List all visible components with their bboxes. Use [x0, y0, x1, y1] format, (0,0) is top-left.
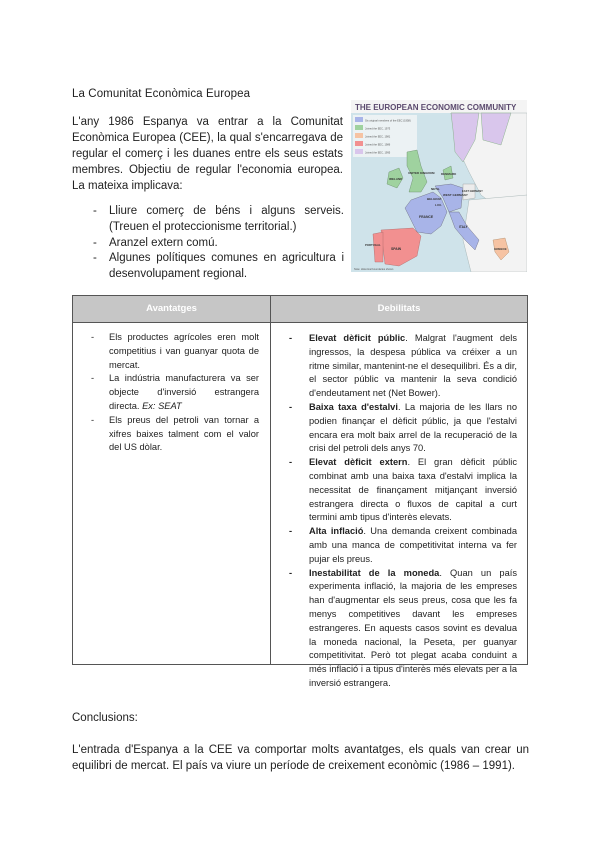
list-item: - Lliure comerç de béns i alguns serveis. (Treuen el proteccionisme territorial.): [93, 204, 344, 236]
legend-label: Joined the EEC, 1986: [365, 143, 391, 147]
legend-swatch: [355, 149, 363, 154]
map-label: EAST GERMANY: [462, 190, 483, 193]
table-header: [73, 296, 527, 323]
map-label: ITALY: [459, 225, 468, 229]
conclusions-heading: Conclusions:: [72, 712, 138, 724]
map-label: WEST GERMANY: [443, 193, 468, 197]
implications-list: [93, 204, 344, 283]
map-label: UNITED KINGDOM: [408, 171, 435, 175]
list-item: [109, 414, 259, 455]
weakness-text: . El gran dèficit públic combinat amb una baixa taxa d'estalvi implica la necessitat de finançament mitjançant inversió estrangera directa o fluxos de capital a curt termini amb tipus d'interès elevats.: [309, 457, 517, 523]
debilitats-cell: [271, 323, 527, 688]
map-label: BELGIUM: [427, 197, 441, 201]
list-item: [109, 372, 259, 413]
list-item: [109, 331, 259, 372]
legend-label: Joined the EEC, 1973: [365, 127, 391, 131]
weakness-text: . La majoria de les llars no podien finançar el dèficit públic, ja que l'estalvi encara era molt baix arrel de la recuperació de la crisi del petroli dels anys 70.: [309, 401, 517, 454]
legend-label: Six original members of the EEC (1958): [365, 119, 411, 123]
map-label: SPAIN: [391, 247, 402, 251]
advantage-text: Els productes agrícoles eren molt competitius i van guanyar quota de mercat.: [109, 332, 259, 370]
map-label: PORTUGAL: [365, 243, 381, 247]
page-title: La Comunitat Econòmica Europea: [72, 88, 251, 100]
weakness-title: Inestabilitat de la moneda: [309, 567, 440, 578]
weakness-title: Baixa taxa d'estalvi: [309, 401, 398, 412]
advantage-example: Ex: SEAT: [142, 400, 182, 411]
weakness-title: Elevat dèficit extern: [309, 457, 408, 468]
pros-cons-table: [72, 295, 528, 688]
conclusions-paragraph: L'entrada d'Espanya a la CEE va comportar molts avantatges, els quals van crear un equilibri de mercat. El país va viure un període de creixement econòmic (1986 – 1991).: [72, 744, 529, 772]
legend-swatch: [355, 117, 363, 122]
map-label: FRANCE: [419, 215, 434, 219]
map-label: GREECE: [494, 247, 507, 251]
map-label: DENMARK: [441, 172, 457, 176]
legend-label: Joined the EEC, 1995: [365, 151, 391, 155]
map-note: Note: Historical boundaries shown: [354, 268, 394, 271]
list-item: [309, 401, 517, 456]
intro-paragraph: L'any 1986 Espanya va entrar a la Comunitat Econòmica Europea (CEE), la qual s'encarregava de regular el comerç i les duanes entre els seus estats membres. Objectiu de regular l'economia europea. La mateixa implicava:: [72, 116, 343, 192]
advantage-text: La indústria manufacturera va ser objecte d'inversió estrangera directa.: [109, 373, 259, 411]
weakness-title: Alta inflació: [309, 526, 364, 537]
weakness-text: . Malgrat l'augment dels ingressos, la despesa pública va créixer a un ritme similar, mantenint-ne el desequilibri. És a dir, el sector públic va mantenir la seva condició d'endeutament net (Net Bower).: [309, 333, 517, 399]
map-label: IRELAND: [389, 177, 403, 181]
map-label: LUX.: [435, 203, 442, 207]
weakness-text: . Quan un país experimenta inflació, la majoria de les empreses han d'augmentar els seus preus, cosa que les fa menys competitives davant les empreses estrangeres. En aquests casos sovint es devalua la moneda nacional, la Peseta, per guanyar competitivitat. Però tot plegat acaba conduint a més inflació i a tipus d'interès més elevats per a la inversió estrangera.: [309, 567, 517, 688]
eec-map-figure: [351, 100, 527, 272]
table-body: [73, 323, 527, 688]
list-item: - Algunes polítiques comunes en agricultura i desenvolupament regional.: [93, 251, 344, 283]
list-item: [309, 456, 517, 525]
list-item: - Aranzel extern comú.: [93, 236, 344, 252]
map-label: NETH.: [431, 187, 440, 191]
list-item: [309, 332, 517, 401]
list-item: [309, 525, 517, 566]
map-country-portugal: [373, 232, 383, 262]
weakness-text: . Una demanda creixent combinada amb una manca de competitivitat interna va fer pujar els preus.: [309, 526, 517, 564]
header-debilitats: Debilitats: [377, 303, 421, 315]
legend-swatch: [355, 133, 363, 138]
legend-swatch: [355, 125, 363, 130]
list-item: [309, 567, 517, 691]
header-avantatges: Avantatges: [73, 296, 271, 322]
legend-label: Joined the EEC, 1981: [365, 135, 391, 139]
weakness-title: Elevat dèficit públic: [309, 333, 406, 343]
avantatges-cell: [73, 323, 271, 665]
map-title: THE EUROPEAN ECONOMIC COMMUNITY: [355, 103, 517, 112]
advantage-text: Els preus del petroli van tornar a xifres baixes talment com el valor del US dòlar.: [109, 414, 259, 453]
legend-swatch: [355, 141, 363, 146]
